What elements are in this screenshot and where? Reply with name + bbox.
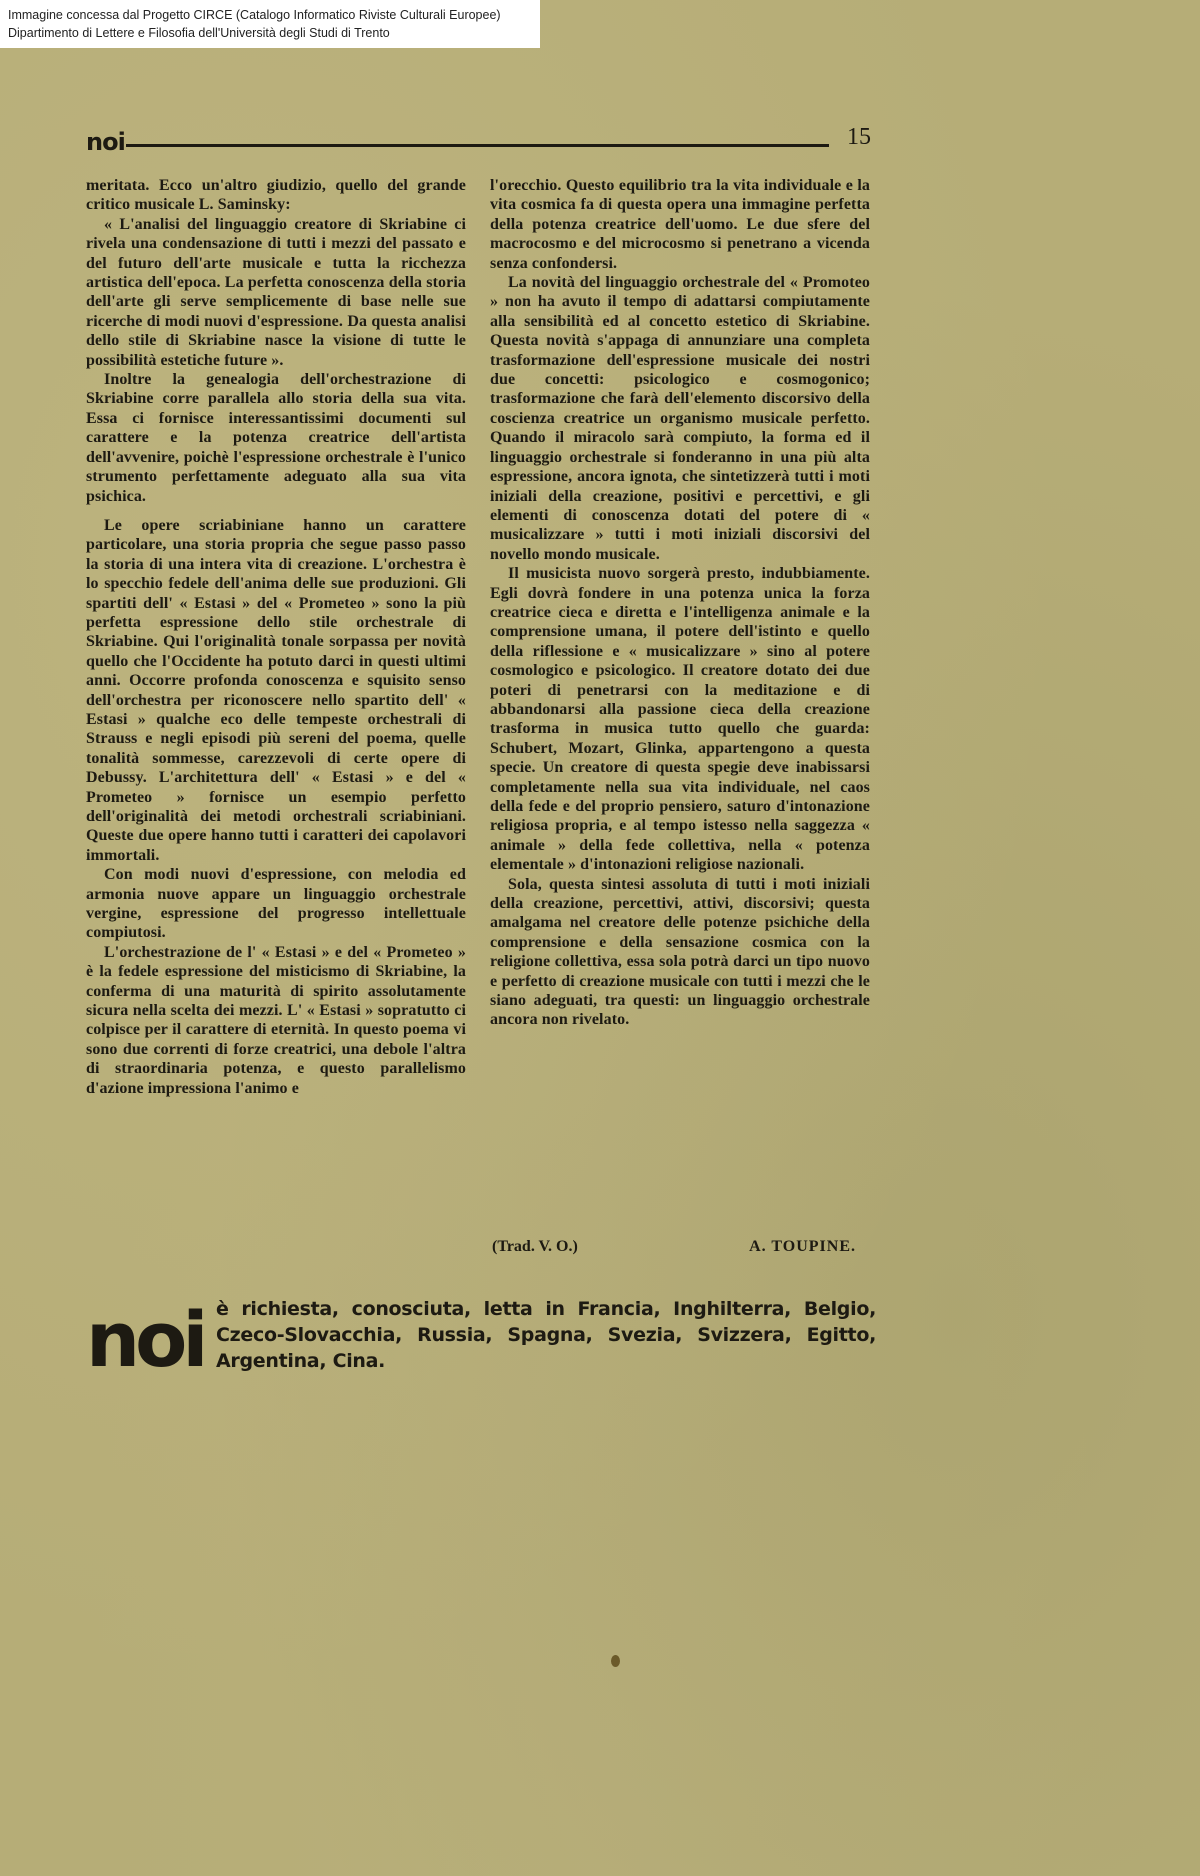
running-head — [86, 124, 871, 158]
paragraph: « L'analisi del linguaggio creatore di Skriabine ci rivela una condensazione di tutti i mezzi del passato e del futuro dell'arte musicale e tutta la ricchezza artistica dell'epoca. La perfetta conoscenza della storia dell'arte gli serve semplicemente di base nelle sue ricerche di modi nuovi d'espressione. Da questa analisi dello stile di Skriabine nasce la visione di tutte le possibilità estetiche future ». — [86, 215, 466, 369]
paragraph: Le opere scriabiniane hanno un carattere particolare, una storia propria che segue passo passo la storia di una intera vita di creazione. L'orchestra è lo specchio fedele dell'anima delle sue produzioni. Gli spartiti dell' « Estasi » del « Prometeo » sono la più perfetta espressione dello stile orchestrale di Skriabine. Qui l'originalità tonale sorpassa per novità quello che l'Occidente ha potuto darci in questi ultimi anni. Occorre profonda conoscenza e squisito senso dell'orchestra per riconoscere nello spartito dell' « Estasi » qualche eco delle tempeste orchestrali di Strauss e negli episodi più sereni del poema, quelle tonalità sommesse, carezzevoli di certe opere di Debussy. L'architettura dell' « Estasi » e del « Prometeo » fornisce un esempio perfetto dell'originalità dei metodi orchestrali scriabiniani. Queste due opere hanno tutti i caratteri dei capolavori immortali. — [86, 516, 466, 864]
image-credit — [0, 0, 540, 48]
paragraph: Inoltre la genealogia dell'orchestrazione di Skriabine corre parallela allo storia della sua vita. Essa ci fornisce interessantissimi documenti sul carattere e la potenza creatrice dell'artista dell'avvenire, poichè l'espressione orchestrale è l'unico strumento perfettamente adeguato alla sua vita psichica. — [86, 371, 466, 505]
paragraph: Con modi nuovi d'espressione, con melodia ed armonia nuove appare un linguaggio orchestrale vergine, espressione del progresso intellettuale compiutosi. — [86, 866, 466, 942]
paragraph: La novità del linguaggio orchestrale del « Promoteo » non ha avuto il tempo di adattarsi compiutamente alla sensibilità ed al concetto estetico di Skriabine. Questa novità s'appaga di annunziare una completa trasformazione dell'espressione musicale dei nostri due concetti: psicologico e cosmogonico; trasformazione che farà dell'elemento discorsivo della coscienza creatrice un organismo musicale perfetto. Quando il miracolo sarà compiuto, la forma ed il linguaggio orchestrale si fonderanno in una più alta espressione, ancora ignota, che sintetizzerà tutti i moti iniziali della creazione, positivi e percettivi, e gli elementi di conoscenza dotati del potere di « musicalizzare » tutti i moti iniziali discorsivi del novello mondo musicale. — [490, 274, 870, 563]
journal-title: noi — [86, 128, 125, 156]
paragraph: l'orecchio. Questo equilibrio tra la vita individuale e la vita cosmica fa di questa opera una immagine perfetta della potenza creatrice dell'uomo. Le due sfere del macrocosmo e del microcosmo si penetrano a vicenda senza confondersi. — [490, 177, 870, 272]
translator-credit: (Trad. V. O.) — [492, 1238, 578, 1255]
paragraph: L'orchestrazione de l' « Estasi » e del « Prometeo » è la fedele espressione del misticismo di Skriabine, la conferma di una maturità di spirito assolutamente sicura nella scelta dei mezzi. L' « Estasi » sopratutto ci colpisce per il carattere di eternità. In questo poema vi sono due correnti di forze creatrici, una debole l'altra di straordinaria potenza, e questo parallelismo d'azione impressiona l'animo e — [86, 943, 466, 1097]
paragraph: meritata. Ecco un'altro giudizio, quello del grande critico musicale L. Saminsky: — [86, 177, 466, 214]
article-column-left — [86, 176, 466, 1098]
advert-text: è richiesta, conosciuta, letta in Francia, Inghilterra, Belgio, Czeco-Slovacchia, Russia, Spagna, Svezia, Svizzera, Egitto, Argentina, Cina. — [216, 1298, 876, 1372]
article-column-right — [490, 176, 870, 1030]
author-name: A. TOUPINE. — [749, 1238, 856, 1255]
page-number: 15 — [847, 124, 871, 150]
journal-advert — [86, 1290, 876, 1390]
header-rule — [126, 144, 829, 147]
credit-line-2: Dipartimento di Lettere e Filosofia dell'Università degli Studi di Trento — [8, 26, 390, 40]
paragraph: Il musicista nuovo sorgerà presto, indubbiamente. Egli dovrà fondere in una potenza unica la forza creatrice cieca e diretta e l'intelligenza animale e la comprensione umana, il potere dell'istinto e quello della riflessione e « musicalizzare » sino al potere cosmologico e psicologico. Il creatore dotato dei due poteri di penetrarsi con la meditazione e di abbandonarsi alla passione cieca della creazione trasforma in musica tutto quello che guarda: Schubert, Mozart, Glinka, appartengono a questa specie. Un creatore di questa spegie deve inabissarsi completamente nella sua vita individuale, nel caos della fede e del proprio pensiero, saturo d'intonazione religiosa propria, e al tempo istesso nella saggezza « animale » della fede collettiva, nella « potenza elementale » d'intonazioni religiose nazionali. — [490, 565, 870, 874]
credit-line-1: Immagine concessa dal Progetto CIRCE (Catalogo Informatico Riviste Culturali Europee) — [8, 8, 501, 22]
paper-stain — [611, 1655, 620, 1667]
paragraph: Sola, questa sintesi assoluta di tutti i moti iniziali della creazione, percettivi, attivi, discorsivi; questa amalgama nel creatore delle potenze psichiche della comprensione e della sensazione cosmica con la religione collettiva, essa sola potrà darci un tipo nuovo e perfetto di creazione musicale con tutti i mezzi che le siano adeguati, tra questi: un linguaggio orchestrale ancora non rivelato. — [490, 875, 870, 1029]
advert-logo: noi — [86, 1295, 204, 1384]
article-signoff — [492, 1238, 856, 1262]
